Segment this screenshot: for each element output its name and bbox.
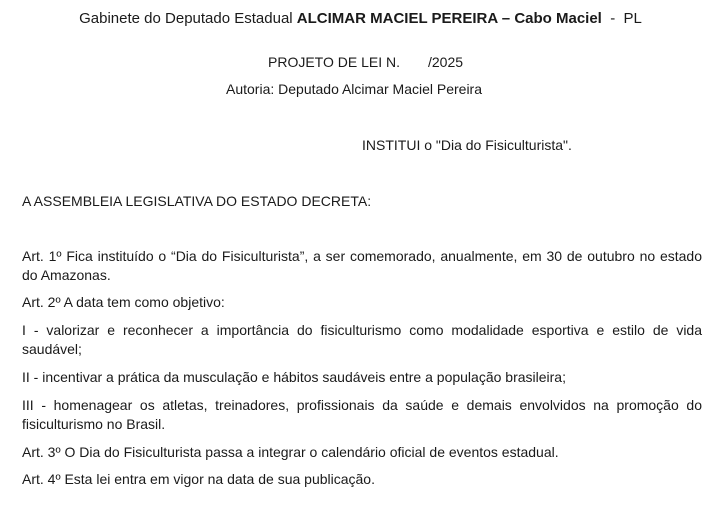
document-header [0,10,721,27]
project-number: /2025 [428,54,464,70]
article-2: Art. 2º A data tem como objetivo: [22,294,225,310]
deputy-nickname: Cabo Maciel [514,10,602,27]
article-4: Art. 4º Esta lei entra em vigor na data de sua publicação. [22,471,375,487]
ementa: INSTITUI o "Dia do Fisiculturista". [362,137,572,153]
authorship: Autoria: Deputado Alcimar Maciel Pereira [226,81,483,97]
objective-item-3: III - homenagear os atletas, treinadores, profissionais da saúde e demais envolvidos na promoção do fisiculturismo no Brasil. [22,397,702,432]
article-3: Art. 3º O Dia do Fisiculturista passa a integrar o calendário oficial de eventos estadual. [22,444,559,460]
header-prefix: Gabinete do Deputado Estadual [79,10,297,27]
objective-item-1: I - valorizar e reconhecer a importância do fisiculturismo como modalidade esportiva e estilo de vida saudável; [22,322,702,357]
article-1: Art. 1º Fica instituído o “Dia do Fisiculturista”, a ser comemorado, anualmente, em 30 de outubro no estado do Amazonas. [22,248,702,283]
deputy-name: ALCIMAR MACIEL PEREIRA [296,10,498,27]
party-label: - PL [601,10,642,27]
project-label: PROJETO DE LEI N. [268,54,400,70]
decree-statement: A ASSEMBLEIA LEGISLATIVA DO ESTADO DECRETA: [22,193,372,209]
objective-item-2: II - incentivar a prática da musculação e hábitos saudáveis entre a população brasileira; [22,369,566,385]
project-title [268,54,463,70]
header-dash: – [497,10,515,27]
